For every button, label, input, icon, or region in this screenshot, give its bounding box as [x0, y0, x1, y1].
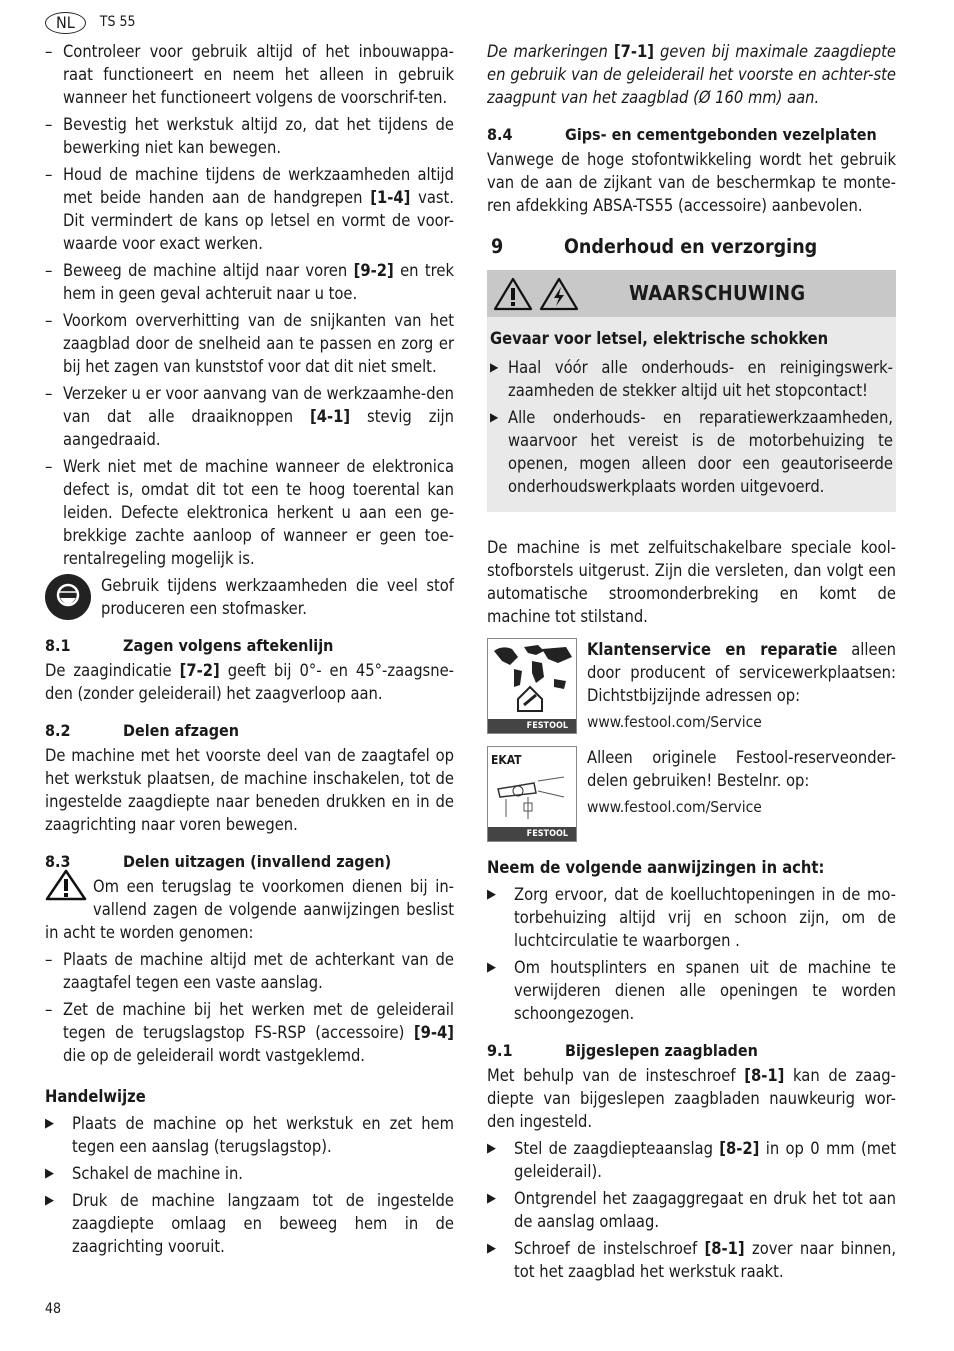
- paragraph: De zaagindicatie [7-2] geeft bij 0°- en 45°-zaagsne-den (zonder geleiderail) het zaagverloop aan.: [45, 661, 454, 703]
- list-item: – Beweeg de machine altijd naar voren [9-2] en trek hem in geen geval achteruit naar u toe.: [45, 259, 454, 305]
- service-block: FESTOOL Klantenservice en reparatie alleen door producent of servicewerkplaatsen: Dichtstbijzijnde adressen op: www.festool.com/Service: [487, 638, 896, 734]
- paragraph: Met behulp van de insteschroef [8-1] kan de zaag-diepte van bijgeslepen zaagbladen nauwkeurig wor-den ingesteld.: [487, 1066, 896, 1131]
- service-title: Klantenservice en reparatie: [587, 640, 838, 659]
- model-name: TS 55: [99, 14, 136, 30]
- list-item: – Houd de machine tijdens de werkzaamheden altijd met beide handen aan de handgrepen [1-4] vast. Dit vermindert de kans op letsel en vormt de voor-waarde voor exact werken.: [45, 163, 454, 255]
- warning-header: [487, 270, 896, 317]
- step-item: ▶ Plaats de machine op het werkstuk en zet hem tegen een aanslag (terugslagstop).: [45, 1112, 454, 1158]
- list-item: – Controleer voor gebruik altijd of het inbouwappa-raat functioneert en neem het alleen in gebruik wanneer het functioneert volgens de voorschrif-ten.: [45, 40, 454, 109]
- note-item: ▶ Zorg ervoor, dat de koelluchtopeningen in de mo-torbehuizing altijd vrij en schoon zijn, om de luchtcirculatie te waarborgen .: [487, 883, 896, 952]
- warning-item: ▶ Alle onderhouds- en reparatiewerkzaamheden, waarvoor het vereist is de motorbehuizing te openen, mogen alleen door een geautoriseerde onderhoudswerkplaats worden uitgevoerd.: [490, 406, 893, 498]
- list-item: – Bevestig het werkstuk altijd zo, dat het tijdens de bewerking niet kan bewegen.: [45, 113, 454, 159]
- paragraph: Vanwege de hoge stofontwikkeling wordt het gebruik van de aan de zijkant van de beschermkap te monte-ren afdekking ABSA-TS55 (accessoire) aanbevolen.: [487, 150, 896, 215]
- language-badge: NL: [45, 12, 86, 34]
- paragraph: De machine is met zelfuitschakelbare speciale kool-stofborstels uitgerust. Zijn die versleten, dan volgt een automatische stroomonderbreking en komt de machine tot stilstand.: [487, 538, 896, 626]
- section-heading: 9.1 Bijgeslepen zaagbladen: [487, 1041, 758, 1060]
- mask-notice: [45, 574, 454, 620]
- step-item: ▶ Stel de zaagdiepteaanslag [8-2] in op 0 mm (met geleiderail).: [487, 1137, 896, 1183]
- section-heading: 8.3 Delen uitzagen (invallend zagen): [45, 852, 392, 871]
- parts-text: Alleen originele Festool-reserveonder-delen gebruiken! Bestelnr. op:: [587, 748, 896, 790]
- section-heading: 8.4 Gips- en cementgebonden vezelplaten: [487, 125, 877, 144]
- section-heading: 8.1 Zagen volgens aftekenlijn: [45, 636, 334, 655]
- note-item: ▶ Om houtsplinters en spanen uit de machine te verwijderen dienen alle openingen te worden schoongezogen.: [487, 956, 896, 1025]
- parts-link[interactable]: www.festool.com/Service: [587, 798, 762, 816]
- service-link[interactable]: www.festool.com/Service: [587, 713, 762, 731]
- right-column: [487, 40, 896, 1287]
- warning-title: WAARSCHUWING: [629, 281, 806, 305]
- paragraph: De markeringen [7-1] geven bij maximale zaagdiepte en gebruik van de geleiderail het voorste en achter-ste zaagpunt van het zaagblad (Ø 160 mm) aan.: [487, 42, 896, 107]
- list-item: – Plaats de machine altijd met de achterkant van de zaagtafel tegen een vaste aanslag.: [45, 948, 454, 994]
- list-item: – Werk niet met de machine wanneer de elektronica defect is, omdat dit tot een te hoog toerental kan leiden. Defecte elektronica herkent u aan een ge-brekkige zachte aanloop of wanneer er geen toe-rentalregeling mogelijk is.: [45, 455, 454, 570]
- step-item: ▶ Ontgrendel het zaagaggregaat en druk het tot aan de aanslag omlaag.: [487, 1187, 896, 1233]
- warning-item: ▶ Haal vóór alle onderhouds- en reinigingswerk-zaamheden de stekker altijd uit het stopcontact!: [490, 356, 893, 402]
- subheading: Handelwijze: [45, 1087, 146, 1106]
- chapter-heading: 9 Onderhoud en verzorging: [491, 235, 818, 258]
- step-item: ▶ Schakel de machine in.: [45, 1162, 454, 1185]
- paragraph: Om een terugslag te voorkomen dienen bij in-vallend zagen de volgende aanwijzingen beslist in acht te worden genomen:: [45, 875, 454, 944]
- spare-parts-icon: EKAT FESTOOL: [487, 746, 577, 842]
- section-heading: 8.2 Delen afzagen: [45, 721, 240, 740]
- dust-mask-icon: [45, 574, 91, 620]
- subheading: Neem de volgende aanwijzingen in acht:: [487, 858, 825, 877]
- list-item: – Zet de machine bij het werken met de geleiderail tegen de terugslagstop FS-RSP (accessoire) [9-4] die op de geleiderail wordt vastgeklemd.: [45, 998, 454, 1067]
- warning-triangle-icon: [45, 869, 87, 901]
- left-column: [45, 40, 454, 1262]
- step-item: ▶ Druk de machine langzaam tot de ingestelde zaagdiepte omlaag en beweeg hem in de zaagrichting vooruit.: [45, 1189, 454, 1258]
- paragraph: De machine met het voorste deel van de zaagtafel op het werkstuk plaatsen, de machine inschakelen, tot de ingestelde zaagdiepte naar beneden drukken en in de zaagrichting naar voren bewegen.: [45, 746, 454, 834]
- warning-subtitle: Gevaar voor letsel, elektrische schokken: [490, 329, 829, 348]
- warning-box: [487, 270, 896, 512]
- parts-block: [487, 746, 896, 842]
- world-map-service-icon: FESTOOL: [487, 638, 577, 734]
- page-number: 48: [45, 1301, 62, 1317]
- page-header: [45, 11, 136, 34]
- list-item: – Verzeker u er voor aanvang van de werkzaamhe-den van dat alle draaiknoppen [4-1] stevig zijn aangedraaid.: [45, 382, 454, 451]
- warning-body: [487, 317, 896, 512]
- step-item: ▶ Schroef de instelschroef [8-1] zover naar binnen, tot het zaagblad het werkstuk raakt.: [487, 1237, 896, 1283]
- electric-shock-icon: [539, 276, 579, 312]
- warning-triangle-icon: [493, 276, 533, 312]
- mask-text: Gebruik tijdens werkzaamheden die veel stof produceren een stofmasker.: [101, 576, 454, 618]
- list-item: – Voorkom oververhitting van de snijkanten van het zaagblad door de snelheid aan te passen en zorg er bij het zagen van kunststof voor dat dit niet smelt.: [45, 309, 454, 378]
